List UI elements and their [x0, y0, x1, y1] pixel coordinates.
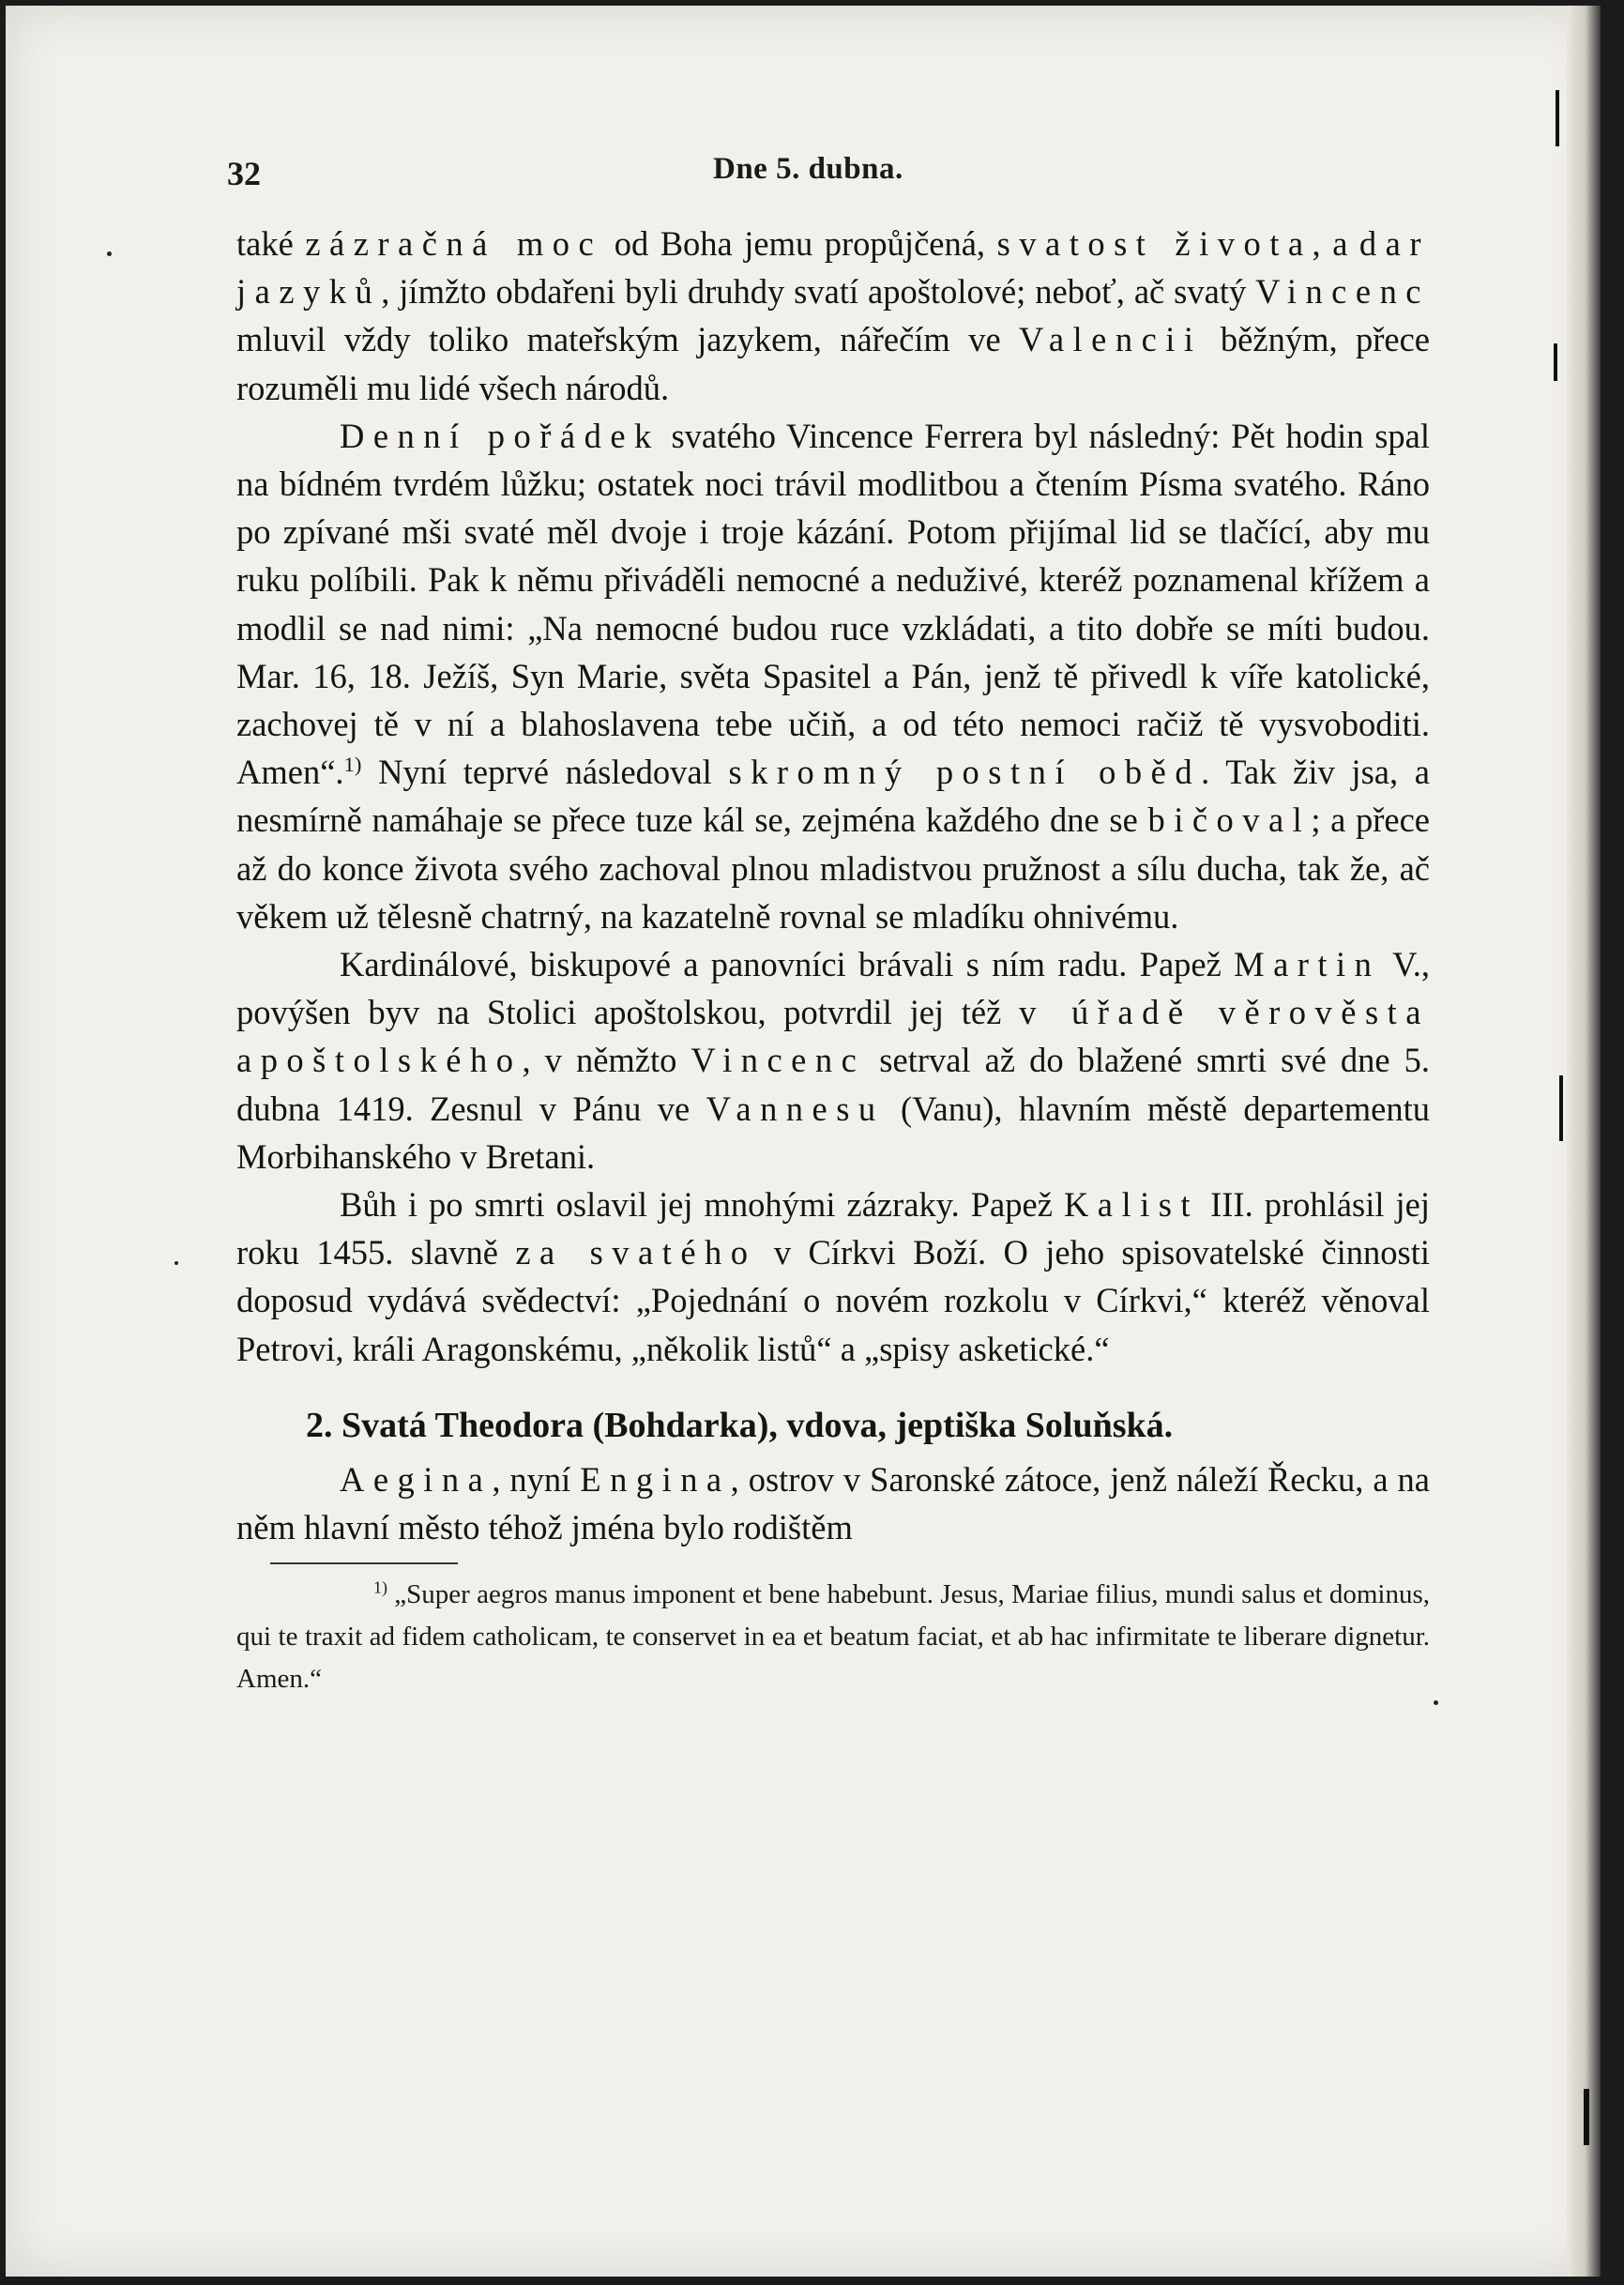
- paragraph: [236, 1455, 1430, 1551]
- emphasized-text: Engina: [580, 1459, 731, 1499]
- text-run: Nyní teprvé následoval: [361, 753, 729, 792]
- running-head: Dne 5. dubna.: [713, 152, 903, 186]
- text-run: , ostrov v Saronské zátoce, jenž náleží Řecku, a na něm hlavní město téhož jména bylo rodištěm: [236, 1459, 1430, 1547]
- emphasized-text: Aegina: [340, 1459, 493, 1499]
- paragraph: [236, 220, 1430, 412]
- text-run: , v němžto: [522, 1041, 691, 1080]
- text-run: (Vanu), hlavním městě departementu Morbihanského v Bretani.: [236, 1089, 1430, 1176]
- emphasized-text: Vannesu: [706, 1089, 885, 1128]
- emphasized-text: Martin: [1234, 945, 1381, 984]
- emphasized-text: Vincenc: [1255, 272, 1430, 312]
- body-text: [236, 220, 1430, 1700]
- scan-speck: [175, 1261, 178, 1265]
- scanned-page: [6, 6, 1601, 2277]
- text-run: ; a přece až do konce života svého zachoval plnou mladistvou pružnost a sílu ducha, tak že, ač věkem už tělesně chatrný, na kazatelně rovnal se mladíku ohnivému.: [236, 800, 1430, 936]
- emphasized-text: skromný postní oběd: [728, 753, 1202, 792]
- text-run: od Boha jemu propůjčená,: [602, 224, 997, 263]
- page-binding-edge: [1567, 6, 1601, 2277]
- emphasized-text: v úřadě věrověsta apoštolského: [236, 993, 1430, 1080]
- emphasized-text: zázračná moc: [305, 224, 603, 263]
- page-number: 32: [227, 155, 261, 192]
- page-header: [6, 146, 1601, 203]
- section-heading: 2. Svatá Theodora (Bohdarka), vdova, jeptiška Soluňská.: [306, 1405, 1174, 1445]
- text-run: Kardinálové, biskupové a panovníci brávali s ním radu. Papež: [340, 945, 1235, 984]
- emphasized-text: za svatého: [515, 1233, 757, 1272]
- scan-speck: [107, 251, 112, 256]
- paragraph: [236, 1181, 1430, 1373]
- text-run: , a: [1312, 224, 1359, 263]
- scan-edge-mark: [1584, 2089, 1589, 2145]
- text-run: , jímžto obdařeni byli druhdy svatí apoštolové; neboť, ač svatý: [381, 272, 1256, 312]
- text-run: v Církvi Boží. O jeho spisovatelské činnosti doposud vydává svědectví: „Pojednání o novém rozkolu v Církvi,“ kteréž věnoval Petrovi, králi Aragonskému, „několik listů“ a „spisy asketické.“: [236, 1233, 1430, 1368]
- emphasized-text: Denní pořádek: [340, 416, 660, 455]
- text-run: setrval až do blažené smrti své dne 5. dubna 1419. Zesnul v Pánu ve: [236, 1041, 1430, 1128]
- footnote: [236, 1574, 1430, 1700]
- footnote-divider: [270, 1562, 458, 1564]
- footnote-text: „Super aegros manus imponent et bene habebunt. Jesus, Mariae filius, mundi salus et dominus, qui te traxit ad fidem catholicam, te conservet in ea et beatum faciat, et ab hac infirmitate te liberare dignetur. Amen.“: [236, 1579, 1430, 1695]
- text-run: V., povýšen byv na Stolici apoštolskou, potvrdil jej též: [236, 945, 1430, 1032]
- paragraph: [236, 940, 1430, 1181]
- scan-edge-mark: [1556, 90, 1559, 146]
- emphasized-text: svatost života: [996, 224, 1313, 263]
- footnote-mark: 1): [373, 1577, 387, 1597]
- emphasized-text: dar jazyků: [236, 224, 1430, 312]
- scan-edge-mark: [1559, 1075, 1563, 1141]
- emphasized-text: Valencii: [1019, 320, 1203, 359]
- paragraph: [236, 412, 1430, 940]
- text-run: také: [236, 224, 306, 263]
- text-run: , nyní: [492, 1459, 581, 1499]
- footnote-reference: 1): [343, 753, 362, 777]
- text-run: . Tak živ jsa, a nesmírně namáhaje se přece tuze kál se, zejména každého dne se: [236, 753, 1430, 840]
- emphasized-text: Vincenc: [691, 1041, 866, 1080]
- text-run: běžným, přece rozuměli mu lidé všech národů.: [236, 320, 1430, 407]
- scan-edge-mark: [1554, 343, 1557, 381]
- text-run: III. prohlásil jej roku 1455. slavně: [236, 1185, 1430, 1272]
- text-run: svatého Vincence Ferrera byl následný: Pět hodin spal na bídném tvrdém lůžku; ostatek noci trávil modlitbou a čtením Písma svatého. Ráno po zpívané mši svaté měl dvoje i troje kázání. Potom přijímal lid se tlačící, aby mu ruku políbili. Pak k němu přiváděli nemocné a neduživé, kteréž poznamenal křížem a modlil se nad nimi: „Na nemocné budou ruce vzkládati, a tito dobře se míti budou. Mar. 16, 18. Ježíš, Syn Marie, světa Spasitel a Pán, jenž tě přivedl k víře katolické, zachovej tě v ní a blahoslavena tebe učiň, a od této nemoci račiž tě vysvoboditi. Amen“.: [236, 416, 1430, 792]
- scan-speck: [1434, 1700, 1438, 1705]
- text-run: Bůh i po smrti oslavil jej mnohými zázraky. Papež: [340, 1185, 1064, 1225]
- emphasized-text: Kalist: [1063, 1185, 1200, 1225]
- text-run: mluvil vždy toliko mateřským jazykem, nářečím ve: [236, 320, 1020, 359]
- emphasized-text: bičoval: [1147, 800, 1312, 840]
